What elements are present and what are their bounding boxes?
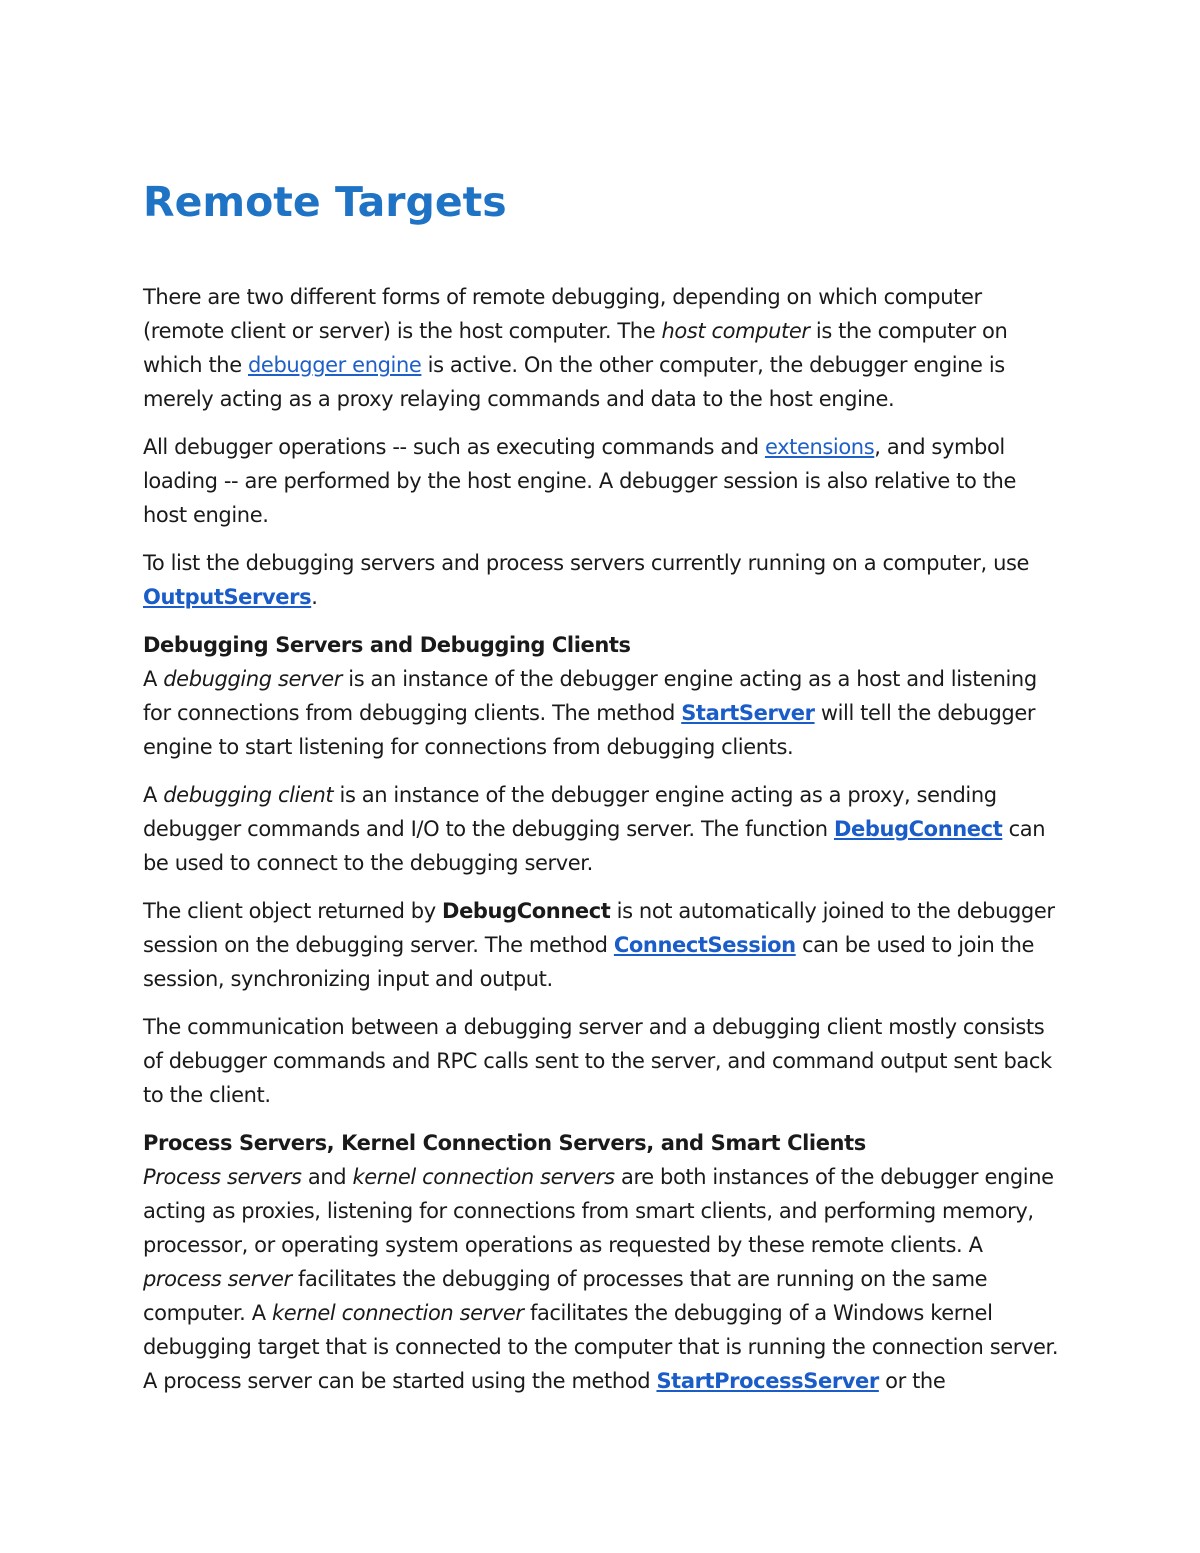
- paragraph-debugging-client: [143, 778, 1063, 880]
- link-debugconnect[interactable]: DebugConnect: [833, 817, 1003, 841]
- text: are both instances of the debugger engine acting as proxies, listening for connections from smart clients, and performing memory, processor, or operating system operations as requested by these remote clients. A: [143, 1165, 1054, 1257]
- paragraph-debugging-server: [143, 662, 1063, 764]
- text: A: [143, 667, 164, 691]
- paragraph-host-computer: [143, 280, 1063, 416]
- paragraph-communication: [143, 1010, 1063, 1112]
- term-process-server: process server: [143, 1267, 292, 1291]
- term-debugging-client: debugging client: [163, 783, 334, 807]
- text: is an instance of the debugger engine acting as a proxy, sending debugger commands and I/O to the debugging server. The function: [143, 783, 997, 841]
- link-extensions[interactable]: extensions: [764, 435, 875, 459]
- text: The client object returned by: [143, 899, 443, 923]
- page-title: Remote Targets: [143, 178, 507, 226]
- text: is active. On the other computer, the debugger engine is merely acting as a proxy relaying commands and data to the host engine.: [143, 353, 1005, 411]
- text: is not automatically joined to the debugger session on the debugging server. The method: [143, 899, 1055, 957]
- text: There are two different forms of remote debugging, depending on which computer (remote client or server) is the host computer. The: [143, 285, 982, 343]
- text: facilitates the debugging of processes that are running on the same computer. A: [143, 1267, 988, 1325]
- paragraph-host-engine-operations: [143, 430, 1063, 532]
- text: will tell the debugger engine to start listening for connections from debugging clients.: [143, 701, 1036, 759]
- text: or the: [878, 1369, 946, 1393]
- text: can be used to connect to the debugging server.: [143, 817, 1046, 875]
- text: To list the debugging servers and process servers currently running on a computer, use: [143, 551, 1030, 575]
- term-debugconnect: DebugConnect: [442, 899, 611, 923]
- text: A: [143, 783, 164, 807]
- paragraph-list-servers: [143, 546, 1063, 614]
- link-debugger-engine[interactable]: debugger engine: [248, 353, 422, 377]
- text: can be used to join the session, synchronizing input and output.: [143, 933, 1035, 991]
- heading-process-servers: Process Servers, Kernel Connection Servers, and Smart Clients: [143, 1131, 866, 1155]
- link-startserver[interactable]: StartServer: [681, 701, 815, 725]
- text: is the computer on which the: [143, 319, 1008, 377]
- text: All debugger operations -- such as executing commands and: [143, 435, 765, 459]
- text: The communication between a debugging server and a debugging client mostly consists of debugger commands and RPC calls sent to the server, and command output sent back to the client.: [143, 1015, 1052, 1107]
- link-connectsession[interactable]: ConnectSession: [613, 933, 796, 957]
- document-body: [143, 170, 1063, 1412]
- term-kernel-connection-server: kernel connection server: [271, 1301, 524, 1325]
- text: , and symbol loading -- are performed by the host engine. A debugger session is also relative to the host engine.: [143, 435, 1016, 527]
- term-process-servers: Process servers: [143, 1165, 302, 1189]
- paragraph-client-object: [143, 894, 1063, 996]
- text: is an instance of the debugger engine acting as a host and listening for connections from debugging clients. The method: [143, 667, 1037, 725]
- link-outputservers[interactable]: OutputServers: [143, 585, 312, 609]
- term-debugging-server: debugging server: [163, 667, 343, 691]
- term-kernel-connection-servers: kernel connection servers: [352, 1165, 615, 1189]
- text: facilitates the debugging of a Windows kernel debugging target that is connected to the computer that is running the connection server. A process server can be started using the method: [143, 1301, 1059, 1393]
- heading-debugging-servers-clients: Debugging Servers and Debugging Clients: [143, 633, 631, 657]
- text: and: [301, 1165, 353, 1189]
- text: .: [311, 585, 318, 609]
- link-startprocessserver[interactable]: StartProcessServer: [656, 1369, 879, 1393]
- term-host-computer: host computer: [661, 319, 810, 343]
- paragraph-process-servers: [143, 1160, 1063, 1398]
